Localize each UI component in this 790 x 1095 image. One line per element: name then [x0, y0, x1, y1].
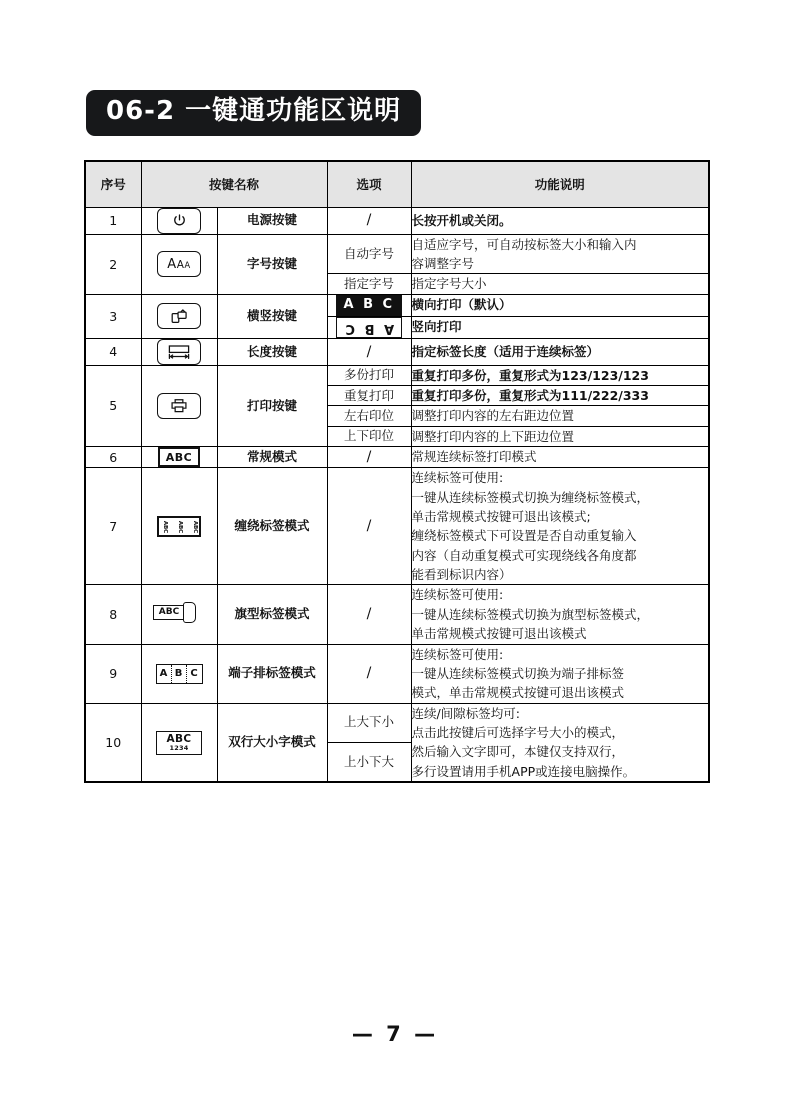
col-header-description: 功能说明 [411, 161, 709, 207]
desc-line: 连续标签可使用: [411, 646, 504, 662]
desc-line: 重复打印多份，重复形式为123/123/123 [411, 367, 649, 383]
desc-line: 连续标签可使用: [411, 470, 504, 486]
option-label: 自动字号 [327, 234, 411, 274]
option-description [411, 386, 709, 406]
terminal-letter-a: A [157, 665, 172, 683]
row-no: 8 [85, 585, 141, 644]
key-name: 电源按键 [217, 207, 327, 234]
col-header-option: 选项 [327, 161, 411, 207]
label-length-icon-cell [141, 338, 217, 365]
table-row [85, 447, 709, 468]
option-label: 上大下小 [327, 703, 411, 742]
terminal-letter-c: C [190, 668, 198, 680]
key-name: 旗型标签模式 [217, 585, 327, 644]
row-no: 7 [85, 468, 141, 585]
table-row [85, 294, 709, 316]
desc-line: 常规连续标签打印模式 [411, 449, 537, 465]
wrap-text-1: ABC [161, 520, 168, 534]
page-title: 06-2 一键通功能区说明 [86, 90, 421, 136]
table-row [85, 207, 709, 234]
table-row [85, 338, 709, 365]
desc-line: 然后输入文字即可，本键仅支持双行， [411, 744, 625, 760]
table-header-row [85, 161, 709, 207]
option-description [411, 406, 709, 426]
flag-label-text: ABC [153, 605, 185, 620]
table-row [85, 703, 709, 742]
option-description [411, 703, 709, 782]
key-name: 缠绕标签模式 [217, 468, 327, 585]
desc-line: 调整打印内容的左右距边位置 [411, 408, 575, 424]
wrap-label-icon [157, 516, 201, 537]
option-label: 指定字号 [327, 274, 411, 294]
table-row [85, 644, 709, 703]
table-row [85, 234, 709, 274]
col-header-no: 序号 [85, 161, 141, 207]
font-size-aaa-icon [157, 251, 201, 277]
dual-top-text: ABC [166, 733, 192, 746]
abc-box-icon-cell [141, 447, 217, 468]
option-label: 多份打印 [327, 365, 411, 385]
table-row [85, 468, 709, 585]
key-name: 常规模式 [217, 447, 327, 468]
option-description [411, 447, 709, 468]
section-title-wrap [86, 90, 421, 136]
printer-icon-cell [141, 365, 217, 447]
option-description [411, 234, 709, 274]
option-description [411, 316, 709, 338]
label-length-icon [157, 339, 201, 365]
row-no: 5 [85, 365, 141, 447]
table-row [85, 365, 709, 385]
flag-label-icon [153, 601, 205, 625]
badge-horizontal-print: A B C [336, 295, 402, 316]
option-label: 重复打印 [327, 386, 411, 406]
power-icon [157, 208, 201, 234]
wrap-label-icon-cell [141, 468, 217, 585]
desc-line: 一键从连续标签模式切换为缠绕标签模式， [411, 489, 650, 505]
option-label: / [327, 644, 411, 703]
wrap-text-2: ABC [176, 520, 183, 534]
option-label: / [327, 447, 411, 468]
desc-line: 多行设置请用手机APP或连接电脑操作。 [411, 763, 636, 779]
orientation-rotate-icon-cell [141, 294, 217, 338]
option-badge-vertical-cell [327, 316, 411, 338]
font-size-aaa-icon-cell [141, 234, 217, 294]
option-description [411, 468, 709, 585]
desc-line: 点击此按键后可选择字号大小的模式， [411, 725, 625, 740]
terminal-block-label-icon [156, 664, 203, 684]
table-row [85, 585, 709, 644]
desc-line: 自适应字号，可自动按标签大小和输入内 [411, 236, 637, 252]
page-number: — 7 — [351, 1022, 439, 1046]
desc-line: 调整打印内容的上下距边位置 [411, 428, 575, 444]
row-no: 4 [85, 338, 141, 365]
option-description [411, 338, 709, 365]
option-label: 上小下大 [327, 742, 411, 782]
desc-line: 模式，单击常规模式按键可退出该模式 [411, 685, 625, 701]
dual-bottom-text: 1234 [169, 743, 189, 752]
key-name: 横竖按键 [217, 294, 327, 338]
terminal-letter-b: B [172, 665, 187, 683]
badge-vertical-text: A B C [343, 320, 395, 336]
desc-line: 长按开机或关闭。 [411, 212, 512, 228]
desc-line: 指定标签长度（适用于连续标签） [411, 343, 600, 359]
option-description [411, 426, 709, 446]
option-description [411, 274, 709, 294]
row-no: 9 [85, 644, 141, 703]
table-body [85, 207, 709, 782]
desc-line: 重复打印多份，重复形式为111/222/333 [411, 388, 649, 403]
option-label: / [327, 207, 411, 234]
option-badge-horizontal-cell [327, 294, 411, 316]
option-description [411, 585, 709, 644]
key-name: 端子排标签模式 [217, 644, 327, 703]
desc-line: 横向打印（默认） [411, 297, 512, 313]
desc-line: 连续标签可使用: [411, 587, 504, 603]
row-no: 3 [85, 294, 141, 338]
orientation-rotate-icon [157, 303, 201, 329]
desc-line: 能看到标识内容） [411, 567, 512, 582]
key-name: 长度按键 [217, 338, 327, 365]
desc-line: 缠绕标签模式下可设置是否自动重复输入 [411, 528, 637, 544]
option-label: / [327, 585, 411, 644]
desc-line: 竖向打印 [411, 319, 462, 335]
option-label: 上下印位 [327, 426, 411, 446]
desc-line: 一键从连续标签模式切换为旗型标签模式， [411, 606, 650, 622]
terminal-block-label-icon-cell [141, 644, 217, 703]
printer-icon [157, 393, 201, 419]
key-function-table [84, 160, 710, 783]
table-header [85, 161, 709, 207]
dual-line-size-icon-cell [141, 703, 217, 782]
option-label: 左右印位 [327, 406, 411, 426]
row-no: 6 [85, 447, 141, 468]
flag-label-icon-cell [141, 585, 217, 644]
option-description [411, 207, 709, 234]
option-description [411, 294, 709, 316]
option-label: / [327, 468, 411, 585]
desc-line: 连续/间隙标签均可: [411, 705, 520, 721]
row-no: 2 [85, 234, 141, 294]
desc-line: 一键从连续标签模式切换为端子排标签 [411, 665, 625, 681]
abc-box-icon: ABC [158, 447, 200, 467]
badge-vertical-print [336, 317, 402, 338]
col-header-key-name: 按键名称 [141, 161, 327, 207]
option-description [411, 644, 709, 703]
option-description [411, 365, 709, 385]
wrap-text-3: ABC [192, 520, 199, 534]
key-name: 字号按键 [217, 234, 327, 294]
row-no: 1 [85, 207, 141, 234]
desc-line: 单击常规模式按键可退出该模式 [411, 626, 587, 642]
aaa-glyph: AAA [167, 256, 191, 272]
desc-line: 容调整字号 [411, 255, 475, 271]
desc-line: 内容（自动重复模式可实现绕线各角度都 [411, 547, 637, 563]
option-label: / [327, 338, 411, 365]
flag-tail [183, 602, 196, 623]
row-no: 10 [85, 703, 141, 782]
power-icon-cell [141, 207, 217, 234]
desc-line: 指定字号大小 [411, 276, 487, 292]
key-name: 打印按键 [217, 365, 327, 447]
key-name: 双行大小字模式 [217, 703, 327, 782]
dual-line-size-icon [156, 731, 202, 755]
desc-line: 单击常规模式按键可退出该模式; [411, 508, 591, 524]
spec-table-wrap [84, 160, 708, 783]
